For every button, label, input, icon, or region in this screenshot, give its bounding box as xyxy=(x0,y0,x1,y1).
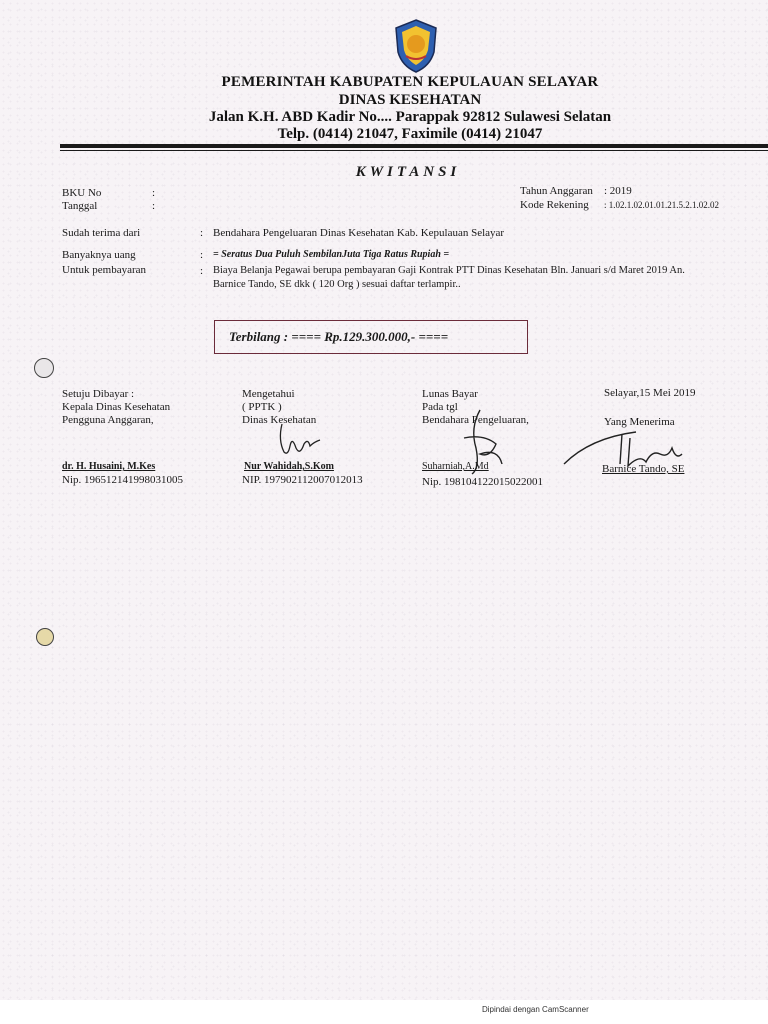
kode-rekening-value: : 1.02.1.02.01.01.21.5.2.1.02.02 xyxy=(604,200,720,210)
tahun-anggaran-label: Tahun Anggaran xyxy=(520,185,593,197)
sig3-paid-label: Lunas Bayar xyxy=(422,388,478,400)
sig1-name: dr. H. Husaini, M.Kes xyxy=(62,461,156,472)
sig2-role: Dinas Kesehatan xyxy=(242,414,317,426)
sig2-handwritten-signature xyxy=(274,420,324,460)
sig2-name: Nur Wahidah,S.Kom xyxy=(244,461,334,472)
terbilang-amount: Terbilang : ==== Rp.129.300.000,- ==== xyxy=(229,329,449,344)
sig4-receiver-label: Yang Menerima xyxy=(604,416,675,428)
bku-label: BKU No xyxy=(62,187,102,199)
regional-emblem-logo xyxy=(392,18,440,74)
sig3-role: Bendahara Pengeluaran, xyxy=(422,414,529,426)
header-government-name: PEMERINTAH KABUPATEN KEPULAUAN SELAYAR xyxy=(221,74,599,90)
tahun-anggaran-value: : 2019 xyxy=(604,185,632,197)
scanner-footer-text: Dipindai dengan CamScanner xyxy=(482,1005,589,1014)
sudah-terima-colon: : xyxy=(200,227,204,239)
untuk-pembayaran-line1: Biaya Belanja Pegawai berupa pembayaran Gaji Kontrak PTT Dinas Kesehatan Bln. Januari s/d Maret 2019 An. xyxy=(213,265,685,276)
header-contact: Telp. (0414) 21047, Faximile (0414) 21047 xyxy=(277,126,543,142)
sig4-place-date: Selayar,15 Mei 2019 xyxy=(604,387,696,399)
tanggal-label: Tanggal xyxy=(62,200,98,212)
sig1-nip: Nip. 196512141998031005 xyxy=(62,474,183,486)
sig3-date-label: Pada tgl xyxy=(422,401,458,413)
sig2-known-label: Mengetahui xyxy=(242,388,295,400)
banyaknya-uang-value: = Seratus Dua Puluh SembilanJuta Tiga Ratus Rupiah = xyxy=(213,249,450,260)
sig1-approval-label: Setuju Dibayar : xyxy=(62,388,135,400)
header-agency-name: DINAS KESEHATAN xyxy=(338,92,482,108)
sig3-nip: Nip. 198104122015022001 xyxy=(422,476,543,488)
untuk-pembayaran-label: Untuk pembayaran xyxy=(62,264,146,276)
untuk-pembayaran-line2: Barnice Tando, SE dkk ( 120 Org ) sesuai daftar terlampir.. xyxy=(213,279,461,290)
untuk-pembayaran-colon: : xyxy=(200,265,204,277)
binder-hole-top xyxy=(34,358,54,378)
header-address: Jalan K.H. ABD Kadir No.... Parappak 92812 Sulawesi Selatan xyxy=(208,109,612,125)
header-divider-thick xyxy=(60,144,768,148)
sig1-role: Pengguna Anggaran, xyxy=(62,414,154,426)
sig3-name: Suharniah,A.Md xyxy=(422,461,489,472)
header-divider-thin xyxy=(60,150,768,151)
sig2-nip: NIP. 197902112007012013 xyxy=(242,474,363,486)
sig4-name: Barnice Tando, SE xyxy=(602,463,685,475)
sig1-title: Kepala Dinas Kesehatan xyxy=(62,401,171,413)
kode-rekening-label: Kode Rekening xyxy=(520,199,589,211)
sig2-title: ( PPTK ) xyxy=(242,401,282,413)
sudah-terima-label: Sudah terima dari xyxy=(62,227,141,239)
sudah-terima-value: Bendahara Pengeluaran Dinas Kesehatan Kab. Kepulauan Selayar xyxy=(213,227,505,239)
scanner-footer xyxy=(0,1000,768,1024)
terbilang-box xyxy=(214,320,528,354)
tanggal-colon: : xyxy=(152,200,156,212)
document-title: KWITANSI xyxy=(355,164,461,180)
binder-hole-bottom xyxy=(36,628,54,646)
banyaknya-uang-colon: : xyxy=(200,249,204,261)
bku-colon: : xyxy=(152,187,156,199)
banyaknya-uang-label: Banyaknya uang xyxy=(62,249,136,261)
